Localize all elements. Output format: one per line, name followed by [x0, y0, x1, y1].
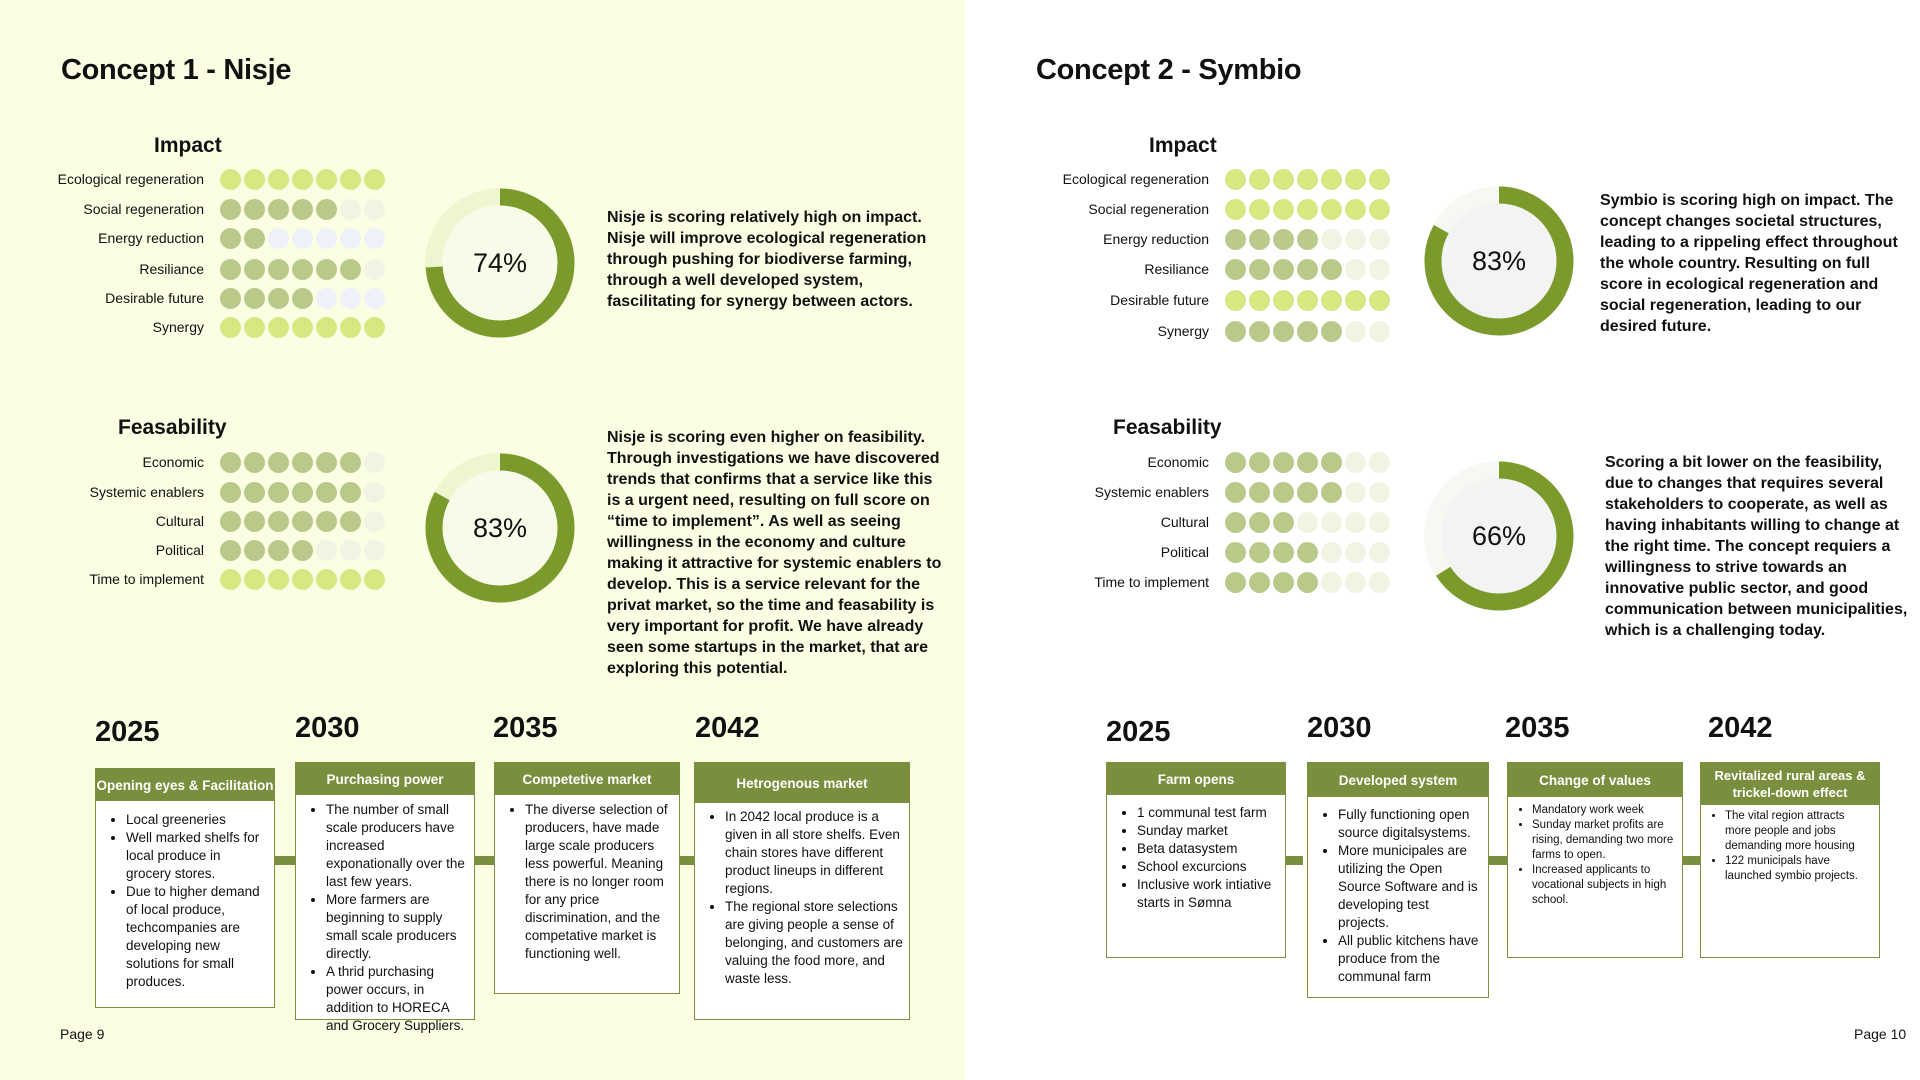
feasibility-description: Scoring a bit lower on the feasibility, due to changes that requires several stakeholders to cooperate, as well as having inhabitants willing to change at the right time. The concept requiers a willingness to strive towards an innovative public sector, and good communication between municipalities, which is a challenging today. [1605, 454, 1908, 639]
metric-label: Economic [142, 454, 204, 470]
rating-dot [292, 452, 313, 473]
rating-dots [220, 452, 388, 473]
list-item: • Local greeneries [126, 811, 268, 829]
rating-dot [316, 540, 337, 561]
metric-label: Synergy [152, 319, 204, 335]
rating-dot [268, 288, 289, 309]
list-item: • More farmers are beginning to supply small scale producers directly. [326, 891, 468, 963]
list-item: • Sunday market [1137, 822, 1279, 840]
score-label: 83% [472, 513, 528, 543]
rating-dot [1321, 482, 1342, 503]
rating-dot [340, 169, 361, 190]
metric-row [20, 315, 388, 339]
rating-dot [1369, 512, 1390, 533]
rating-dot [292, 317, 313, 338]
rating-dot [1345, 512, 1366, 533]
feasibility-heading: Feasability [118, 416, 227, 439]
rating-dots [220, 169, 388, 190]
impact-heading: Impact [1149, 134, 1217, 157]
rating-dot [1297, 259, 1318, 280]
impact-description: Nisje is scoring relatively high on impact. Nisje will improve ecological regeneration through pushing for biodiverse farming, through a well developed system, fascilitating for synergy between actors. [607, 209, 927, 310]
rating-dot [364, 169, 385, 190]
rating-dot [364, 569, 385, 590]
metric-row [20, 197, 388, 221]
timeline-year: 2035 [493, 712, 558, 744]
timeline-year: 2030 [295, 712, 360, 744]
rating-dot [316, 288, 337, 309]
list-item: • The regional store selections are giving people a sense of belonging, and customers are valuing the food more, and waste less. [725, 898, 903, 988]
rating-dot [340, 482, 361, 503]
rating-dots [1225, 199, 1393, 220]
rating-dot [1297, 572, 1318, 593]
rating-dot [1297, 542, 1318, 563]
rating-dot [244, 540, 265, 561]
rating-dots [1225, 572, 1393, 593]
metric-row [20, 450, 388, 474]
metric-label: Ecological regeneration [1062, 171, 1209, 187]
rating-dot [268, 199, 289, 220]
rating-dot [244, 169, 265, 190]
metric-label: Political [155, 542, 204, 558]
rating-dot [292, 259, 313, 280]
rating-dot [1249, 290, 1270, 311]
rating-dot [316, 199, 337, 220]
rating-dot [220, 169, 241, 190]
rating-dot [244, 482, 265, 503]
feasibility-score-donut [1421, 458, 1577, 614]
rating-dots [220, 199, 388, 220]
score-label: 83% [1471, 246, 1527, 276]
rating-dot [1249, 259, 1270, 280]
rating-dot [244, 452, 265, 473]
rating-dot [220, 228, 241, 249]
metric-label: Economic [1147, 454, 1209, 470]
page-title: Concept 2 - Symbio [1036, 54, 1302, 86]
metric-row [20, 567, 388, 591]
rating-dot [268, 569, 289, 590]
rating-dot [1321, 199, 1342, 220]
rating-dot [316, 569, 337, 590]
timeline-card [1106, 762, 1286, 958]
metric-row [20, 286, 388, 310]
metric-label: Political [1160, 544, 1209, 560]
rating-dots [1225, 542, 1393, 563]
timeline-card-list [695, 803, 909, 988]
metric-label: Desirable future [105, 290, 204, 306]
timeline-card-list [296, 795, 474, 1035]
rating-dot [268, 259, 289, 280]
metric-row [1025, 450, 1393, 474]
timeline-connector [1681, 856, 1701, 865]
metric-row [1025, 540, 1393, 564]
score-label: 74% [472, 248, 528, 278]
metric-label: Social regeneration [83, 201, 204, 217]
rating-dot [1297, 199, 1318, 220]
metric-label: Energy reduction [98, 230, 204, 246]
rating-dot [1225, 290, 1246, 311]
rating-dot [292, 228, 313, 249]
timeline-card-list [1701, 805, 1879, 884]
metric-label: Ecological regeneration [57, 171, 204, 187]
list-item: • A thrid purchasing power occurs, in addition to HORECA and Grocery Suppliers. [326, 963, 468, 1035]
rating-dot [364, 288, 385, 309]
rating-dot [220, 569, 241, 590]
rating-dot [316, 228, 337, 249]
rating-dot [1345, 199, 1366, 220]
rating-dot [316, 511, 337, 532]
rating-dot [340, 199, 361, 220]
rating-dot [1321, 290, 1342, 311]
timeline-year: 2025 [1106, 716, 1171, 748]
rating-dot [1249, 199, 1270, 220]
rating-dot [1225, 321, 1246, 342]
timeline-card [694, 762, 910, 1020]
rating-dots [1225, 482, 1393, 503]
feasibility-heading: Feasability [1113, 416, 1222, 439]
rating-dot [268, 228, 289, 249]
rating-dot [244, 228, 265, 249]
rating-dot [1225, 169, 1246, 190]
rating-dot [268, 452, 289, 473]
rating-dot [340, 540, 361, 561]
metric-row [20, 226, 388, 250]
rating-dot [1297, 482, 1318, 503]
rating-dot [244, 288, 265, 309]
rating-dot [244, 259, 265, 280]
rating-dot [340, 452, 361, 473]
rating-dot [220, 199, 241, 220]
timeline-connector [475, 856, 495, 865]
rating-dot [1249, 482, 1270, 503]
rating-dot [1321, 169, 1342, 190]
rating-dot [292, 540, 313, 561]
rating-dot [1297, 512, 1318, 533]
rating-dot [1321, 229, 1342, 250]
rating-dot [220, 540, 241, 561]
rating-dots [1225, 512, 1393, 533]
rating-dot [244, 569, 265, 590]
score-label: 66% [1471, 521, 1527, 551]
rating-dot [1249, 452, 1270, 473]
list-item: • The vital region attracts more people and jobs demanding more housing [1725, 809, 1873, 854]
rating-dot [1345, 290, 1366, 311]
rating-dot [268, 482, 289, 503]
rating-dot [220, 452, 241, 473]
rating-dot [1321, 572, 1342, 593]
rating-dot [1225, 512, 1246, 533]
rating-dot [1369, 542, 1390, 563]
timeline-year: 2025 [95, 716, 160, 748]
rating-dots [220, 540, 388, 561]
rating-dot [1273, 482, 1294, 503]
timeline-card [1700, 762, 1880, 958]
feasibility-description: Nisje is scoring even higher on feasibility. Through investigations we have discovered trends that confirms that a service like this is a urgent need, resulting on full score on “time to implement”. As well as seeing willingness in the economy and culture making it attractive for systemic enablers to develop. This is a service relevant for the privat market, so the time and feasability is very important for profit. We have already seen some startups in the market, that are exploring this potential. [607, 429, 942, 677]
rating-dot [1273, 199, 1294, 220]
rating-dots [1225, 452, 1393, 473]
timeline-card-title: Developed system [1308, 763, 1488, 797]
rating-dot [292, 482, 313, 503]
rating-dots [1225, 321, 1393, 342]
timeline-card-title: Change of values [1508, 763, 1682, 797]
timeline-card [95, 768, 275, 1008]
feasibility-score-donut [422, 450, 578, 606]
page-number: Page 9 [60, 1026, 105, 1042]
rating-dot [1225, 259, 1246, 280]
timeline-year: 2030 [1307, 712, 1372, 744]
timeline-card [1307, 762, 1489, 998]
rating-dot [244, 317, 265, 338]
rating-dot [1369, 290, 1390, 311]
rating-dot [268, 317, 289, 338]
rating-dots [220, 569, 388, 590]
rating-dot [364, 228, 385, 249]
rating-dot [1297, 169, 1318, 190]
page-title: Concept 1 - Nisje [61, 54, 292, 86]
timeline-card-list [1508, 797, 1682, 908]
list-item: • School excurcions [1137, 858, 1279, 876]
timeline-year: 2042 [1708, 712, 1773, 744]
metric-label: Energy reduction [1103, 231, 1209, 247]
rating-dot [316, 317, 337, 338]
list-item: • Mandatory work week [1532, 803, 1676, 818]
rating-dot [1273, 452, 1294, 473]
impact-score-donut [422, 185, 578, 341]
rating-dots [220, 511, 388, 532]
rating-dot [340, 569, 361, 590]
rating-dot [1225, 542, 1246, 563]
rating-dot [1297, 452, 1318, 473]
metric-row [1025, 510, 1393, 534]
timeline-year: 2035 [1505, 712, 1570, 744]
list-item: • Fully functioning open source digitalsystems. [1338, 806, 1482, 842]
rating-dot [1369, 321, 1390, 342]
rating-dot [1297, 290, 1318, 311]
metric-row [1025, 257, 1393, 281]
timeline-connector [1488, 856, 1508, 865]
timeline-card [494, 762, 680, 994]
timeline-card [1507, 762, 1683, 958]
rating-dot [220, 259, 241, 280]
list-item: • Due to higher demand of local produce, techcompanies are developing new solutions for small produces. [126, 883, 268, 991]
rating-dot [1345, 572, 1366, 593]
list-item: • More municipales are utilizing the Open Source Software and is developing test projects. [1338, 842, 1482, 932]
rating-dot [268, 169, 289, 190]
rating-dots [1225, 259, 1393, 280]
metric-label: Resiliance [1144, 261, 1209, 277]
metric-label: Cultural [1160, 514, 1209, 530]
rating-dot [1345, 259, 1366, 280]
rating-dot [1321, 542, 1342, 563]
rating-dots [1225, 229, 1393, 250]
rating-dot [1273, 542, 1294, 563]
rating-dot [1249, 229, 1270, 250]
rating-dot [1369, 199, 1390, 220]
rating-dot [1249, 321, 1270, 342]
rating-dot [1369, 452, 1390, 473]
rating-dot [220, 317, 241, 338]
rating-dot [1345, 542, 1366, 563]
rating-dot [316, 259, 337, 280]
rating-dot [1297, 321, 1318, 342]
list-item: • Inclusive work intiative starts in Sømna [1137, 876, 1279, 912]
rating-dot [364, 482, 385, 503]
rating-dot [340, 288, 361, 309]
rating-dot [1273, 572, 1294, 593]
page-number: Page 10 [1854, 1026, 1907, 1042]
rating-dot [244, 199, 265, 220]
metric-row [1025, 227, 1393, 251]
metric-label: Systemic enablers [1094, 484, 1209, 500]
rating-dot [1249, 169, 1270, 190]
rating-dot [220, 288, 241, 309]
metric-label: Desirable future [1110, 292, 1209, 308]
list-item: • Well marked shelfs for local produce in grocery stores. [126, 829, 268, 883]
rating-dot [1225, 199, 1246, 220]
list-item: • Increased applicants to vocational subjects in high school. [1532, 863, 1676, 908]
rating-dot [1273, 512, 1294, 533]
rating-dot [1273, 290, 1294, 311]
rating-dot [364, 511, 385, 532]
rating-dot [220, 511, 241, 532]
rating-dot [340, 228, 361, 249]
rating-dots [220, 288, 388, 309]
rating-dot [364, 317, 385, 338]
timeline-card-title: Farm opens [1107, 763, 1285, 795]
metric-row [20, 480, 388, 504]
timeline-card [295, 762, 475, 1033]
rating-dot [268, 511, 289, 532]
rating-dot [1225, 482, 1246, 503]
rating-dot [1249, 542, 1270, 563]
metric-row [1025, 319, 1393, 343]
rating-dot [292, 169, 313, 190]
rating-dot [1321, 512, 1342, 533]
page-10 [965, 0, 1920, 1080]
rating-dot [364, 452, 385, 473]
rating-dot [1369, 572, 1390, 593]
list-item: • Sunday market profits are rising, demanding two more farms to open. [1532, 818, 1676, 863]
metric-row [1025, 288, 1393, 312]
rating-dot [1321, 259, 1342, 280]
rating-dot [292, 511, 313, 532]
rating-dot [1369, 229, 1390, 250]
rating-dot [316, 482, 337, 503]
timeline-card-title: Revitalized rural areas & trickel-down effect [1701, 763, 1879, 805]
rating-dot [340, 511, 361, 532]
list-item: • 1 communal test farm [1137, 804, 1279, 822]
rating-dot [1369, 169, 1390, 190]
rating-dots [220, 317, 388, 338]
rating-dot [1249, 572, 1270, 593]
metric-row [20, 538, 388, 562]
rating-dots [220, 259, 388, 280]
metric-label: Synergy [1157, 323, 1209, 339]
rating-dot [1345, 482, 1366, 503]
rating-dot [220, 482, 241, 503]
rating-dot [1321, 452, 1342, 473]
rating-dot [1225, 452, 1246, 473]
rating-dots [220, 482, 388, 503]
metric-row [20, 167, 388, 191]
rating-dot [340, 317, 361, 338]
rating-dot [1369, 259, 1390, 280]
rating-dot [1297, 229, 1318, 250]
rating-dot [316, 169, 337, 190]
rating-dot [364, 540, 385, 561]
rating-dots [1225, 290, 1393, 311]
impact-score-donut [1421, 183, 1577, 339]
list-item: • In 2042 local produce is a given in all store shelfs. Even chain stores have different product lineups in different regions. [725, 808, 903, 898]
list-item: • The number of small scale producers have increased exponationally over the last few years. [326, 801, 468, 891]
metric-row [1025, 167, 1393, 191]
rating-dot [340, 259, 361, 280]
rating-dot [1225, 572, 1246, 593]
metric-row [1025, 480, 1393, 504]
rating-dot [1273, 259, 1294, 280]
timeline-card-title: Purchasing power [296, 763, 474, 795]
timeline-card-list [96, 801, 274, 991]
rating-dot [1369, 482, 1390, 503]
rating-dot [1273, 169, 1294, 190]
list-item: • 122 municipals have launched symbio projects. [1725, 854, 1873, 884]
rating-dot [1345, 169, 1366, 190]
rating-dot [1321, 321, 1342, 342]
impact-description: Symbio is scoring high on impact. The concept changes societal structures, leading to a rippeling effect throughout the whole country. Resulting on full score in ecological regeneration and social regeneration, leading to our desired future. [1600, 192, 1898, 335]
timeline-card-title: Competetive market [495, 763, 679, 795]
list-item: • Beta datasystem [1137, 840, 1279, 858]
impact-heading: Impact [154, 134, 222, 157]
timeline-card-title: Hetrogenous market [695, 763, 909, 803]
rating-dot [268, 540, 289, 561]
rating-dot [292, 288, 313, 309]
rating-dot [364, 199, 385, 220]
timeline-card-list [495, 795, 679, 963]
timeline-card-list [1107, 795, 1285, 912]
rating-dot [292, 569, 313, 590]
metric-row [20, 257, 388, 281]
rating-dot [364, 259, 385, 280]
rating-dot [1273, 321, 1294, 342]
list-item: • All public kitchens have produce from the communal farm [1338, 932, 1482, 986]
rating-dot [1249, 512, 1270, 533]
timeline-year: 2042 [695, 712, 760, 744]
rating-dot [292, 199, 313, 220]
metric-label: Systemic enablers [89, 484, 204, 500]
rating-dots [220, 228, 388, 249]
rating-dot [1225, 229, 1246, 250]
rating-dot [1273, 229, 1294, 250]
metric-row [20, 509, 388, 533]
metric-label: Resiliance [139, 261, 204, 277]
rating-dot [1345, 321, 1366, 342]
timeline-card-list [1308, 797, 1488, 986]
metric-row [1025, 197, 1393, 221]
rating-dots [1225, 169, 1393, 190]
metric-row [1025, 570, 1393, 594]
rating-dot [316, 452, 337, 473]
list-item: • The diverse selection of producers, have made large scale producers less powerful. Meaning there is no longer room for any price discrimination, and the competative market is functioning well. [525, 801, 673, 963]
rating-dot [244, 511, 265, 532]
metric-label: Time to implement [1094, 574, 1209, 590]
metric-label: Time to implement [89, 571, 204, 587]
timeline-connector [1285, 856, 1303, 865]
metric-label: Social regeneration [1088, 201, 1209, 217]
rating-dot [1345, 229, 1366, 250]
rating-dot [1345, 452, 1366, 473]
metric-label: Cultural [155, 513, 204, 529]
timeline-card-title: Opening eyes & Facilitation [96, 769, 274, 801]
